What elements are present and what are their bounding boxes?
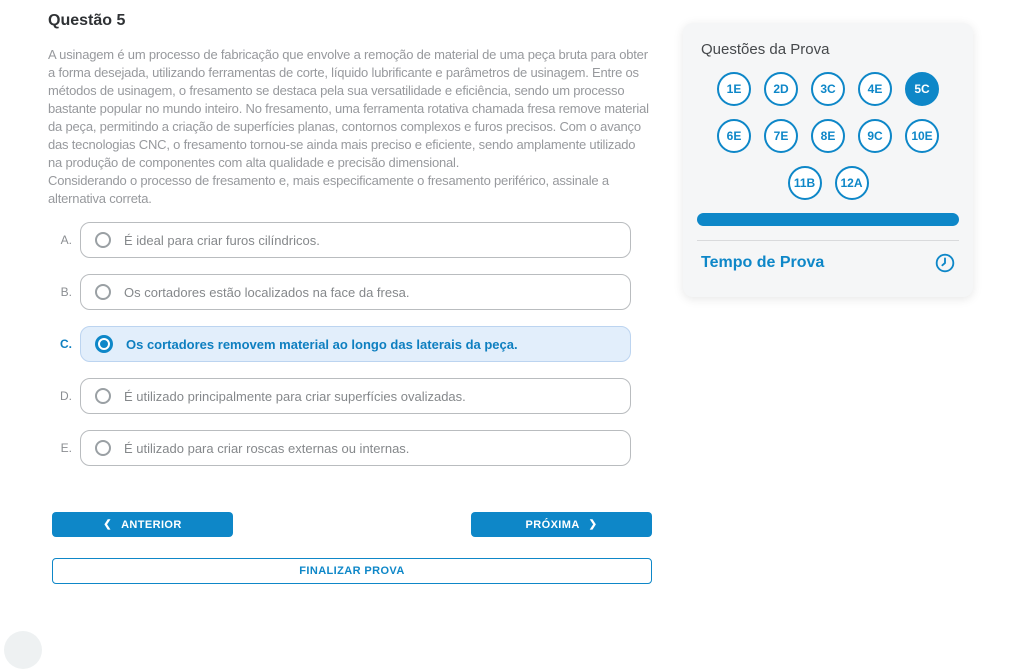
- radio-icon[interactable]: [95, 388, 111, 404]
- question-badge-1[interactable]: 1E: [717, 72, 751, 106]
- next-button-label: PRÓXIMA: [525, 518, 580, 531]
- question-badge-11[interactable]: 11B: [788, 166, 822, 200]
- option-box-d[interactable]: [80, 378, 631, 414]
- question-badge-6[interactable]: 6E: [717, 119, 751, 153]
- option-text: Os cortadores removem material ao longo das laterais da peça.: [126, 336, 518, 352]
- previous-button-label: ANTERIOR: [121, 518, 182, 531]
- panel-title: Questões da Prova: [701, 41, 830, 58]
- previous-button[interactable]: [52, 512, 233, 537]
- option-letter: A.: [60, 233, 72, 247]
- clock-icon: [935, 253, 955, 273]
- option-letter: D.: [60, 389, 72, 403]
- option-box-e[interactable]: [80, 430, 631, 466]
- timer-label: Tempo de Prova: [701, 254, 825, 271]
- option-letter: C.: [60, 337, 72, 351]
- question-nav-row: [52, 512, 652, 537]
- option-text: É utilizado para criar roscas externas ou internas.: [124, 440, 410, 456]
- options-list: [48, 222, 652, 466]
- option-box-c[interactable]: [80, 326, 631, 362]
- radio-icon[interactable]: [95, 440, 111, 456]
- panel-divider: [697, 240, 959, 241]
- question-badge-8[interactable]: 8E: [811, 119, 845, 153]
- option-row-a: [48, 222, 652, 258]
- question-title: Questão 5: [48, 12, 126, 29]
- floating-widget-partial: [4, 631, 42, 669]
- question-badge-7[interactable]: 7E: [764, 119, 798, 153]
- option-row-e: [48, 430, 652, 466]
- question-badge-4[interactable]: 4E: [858, 72, 892, 106]
- option-row-c: [48, 326, 652, 362]
- question-badge-2[interactable]: 2D: [764, 72, 798, 106]
- option-row-d: [48, 378, 652, 414]
- chevron-left-icon: ❮: [103, 519, 113, 530]
- question-badges-grid: [697, 72, 959, 200]
- badge-row: [697, 166, 959, 200]
- option-box-b[interactable]: [80, 274, 631, 310]
- question-badge-9[interactable]: 9C: [858, 119, 892, 153]
- option-text: Os cortadores estão localizados na face da fresa.: [124, 284, 410, 300]
- badge-row: [697, 72, 959, 106]
- question-badge-5-current[interactable]: 5C: [905, 72, 939, 106]
- timer-section: [697, 253, 959, 273]
- next-button[interactable]: [471, 512, 652, 537]
- question-area: [48, 12, 652, 584]
- option-letter: E.: [60, 441, 72, 455]
- question-body: [48, 46, 652, 208]
- option-letter: B.: [60, 285, 72, 299]
- exam-questions-panel: [683, 23, 973, 297]
- chevron-right-icon: ❯: [588, 519, 598, 530]
- question-paragraph: Considerando o processo de fresamento e, mais especificamente o fresamento periférico, assinale a alternativa correta.: [48, 173, 609, 206]
- radio-icon[interactable]: [95, 232, 111, 248]
- exam-progress-bar: [697, 213, 959, 226]
- badge-row: [697, 119, 959, 153]
- question-badge-12[interactable]: 12A: [835, 166, 869, 200]
- radio-icon[interactable]: [95, 284, 111, 300]
- option-box-a[interactable]: [80, 222, 631, 258]
- finish-exam-button[interactable]: FINALIZAR PROVA: [52, 558, 652, 584]
- option-row-b: [48, 274, 652, 310]
- option-text: É utilizado principalmente para criar superfícies ovalizadas.: [124, 388, 466, 404]
- option-text: É ideal para criar furos cilíndricos.: [124, 232, 320, 248]
- question-badge-3[interactable]: 3C: [811, 72, 845, 106]
- radio-selected-icon[interactable]: [95, 335, 113, 353]
- question-badge-10[interactable]: 10E: [905, 119, 939, 153]
- question-paragraph: A usinagem é um processo de fabricação que envolve a remoção de material de uma peça bruta para obter a forma desejada, utilizando ferramentas de corte, líquido lubrificante e parâmetros de usinagem. Entre os métodos de usinagem, o fresamento se destaca pela sua versatilidade e eficiência, sendo um processo bastante popular no mundo inteiro. No fresamento, uma ferramenta rotativa chamada fresa remove material da peça, permitindo a criação de superfícies planas, contornos complexos e furos precisos. Com o avanço das tecnologias CNC, o fresamento tornou-se ainda mais preciso e eficiente, sendo amplamente utilizado na produção de componentes com alta qualidade e precisão dimensional.: [48, 47, 649, 170]
